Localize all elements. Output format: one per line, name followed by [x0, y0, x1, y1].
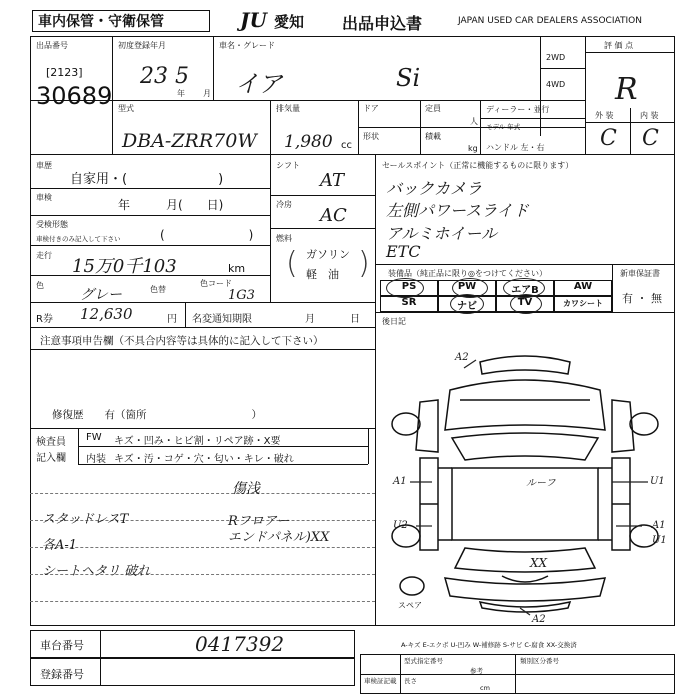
history-value: 自家用・( ) [70, 172, 224, 187]
recycle-value: 12,630 [80, 305, 133, 323]
equipment-aw: AW [554, 280, 612, 296]
accept-value: ( ) [160, 228, 254, 242]
equipment-pw: PW [438, 280, 496, 296]
circle-mark-tv [510, 294, 542, 314]
reg-month-unit: 月 [203, 89, 211, 98]
inspector-row2-items: キズ・汚・コゲ・穴・匂い・キレ・破れ [114, 454, 294, 465]
inspector-row1-kind: FW [86, 432, 102, 443]
equipment-navi: ナビ [438, 296, 496, 312]
ju-logo: JU [240, 8, 267, 32]
remark-5: Rフロアー [228, 514, 290, 529]
inspector-label: 検査員 [36, 437, 66, 448]
remark-6: エンドパネル)XX [228, 530, 330, 545]
ac-value: AC [320, 205, 347, 226]
equipment-sr: SR [380, 296, 438, 312]
storage-label: 車内保管・守衛保管 [38, 14, 164, 30]
model-year-label: モデル 年式 [486, 123, 521, 131]
first-registration-value: 23 5 [140, 64, 189, 89]
document-title: 出品申込書 [342, 14, 423, 33]
recycle-label: R券 [36, 314, 53, 325]
inspector-row1-items: キズ・凹み・ヒビ割・リペア跡・X要 [114, 436, 281, 447]
damage-mark-left-front: A1 [393, 476, 407, 487]
evaluation-label: 評 価 点 [604, 41, 634, 50]
inspection-label: 車検 [36, 193, 52, 202]
model-label: 型式 [118, 104, 134, 113]
exterior-label: 外 装 [595, 111, 614, 120]
equipment-label: 装備品（純正品に限り◎をつけてください） [388, 269, 547, 278]
chassis-number: 0417392 [195, 632, 285, 656]
sales-point-2: 左側パワースライド [386, 201, 529, 220]
equipment-leather-seat: カワシート [554, 296, 612, 312]
color-change-label: 色替 [150, 285, 166, 294]
sales-point-4: ETC [386, 242, 421, 261]
car-certificate-label: 車検証記載 [364, 677, 397, 685]
lot-number-label: 出品番号 [36, 41, 68, 50]
capacity-label: 定員 [425, 104, 441, 113]
accept-label: 受検形態 [36, 220, 68, 229]
fuel-gasoline: ガソリン [306, 248, 350, 261]
first-registration-label: 初度登録年月 [118, 41, 166, 50]
color-value: グレー [80, 287, 122, 303]
registration-notice-day: 日 [350, 314, 360, 325]
door-label: ドア [363, 104, 379, 113]
chassis-label: 車台番号 [40, 639, 84, 652]
class-number-label: 類別区分番号 [520, 657, 559, 665]
length-unit: cm [480, 684, 490, 692]
new-warranty-label: 新車保証書 [620, 269, 660, 278]
damage-mark-right-rear-1: A1 [652, 520, 666, 531]
lot-number-small: [2123] [46, 66, 83, 79]
car-name-value: イア [235, 70, 283, 98]
repair-history-label: 修復歴 有（箇所 ） [52, 409, 262, 421]
registration-notice-month: 月 [305, 314, 315, 325]
sales-point-3: アルミホイール [386, 224, 498, 243]
color-code-value: 1G3 [228, 288, 255, 303]
car-name-label: 車名・グレード [219, 41, 275, 50]
handle-label: ハンドル 左・右 [486, 143, 545, 152]
inspection-value: 年 月( 日) [118, 198, 224, 212]
model-value: DBA-ZRR70W [122, 130, 257, 152]
inspector-sub-label: 記入欄 [36, 453, 66, 464]
damage-mark-right-rear-2: U1 [652, 535, 667, 546]
length-label: 長さ [404, 677, 417, 685]
shift-label: シフト [276, 161, 300, 170]
load-label: 積載 [425, 132, 441, 141]
new-warranty-value: 有 ・ 無 [622, 292, 662, 305]
mileage-label: 走行 [36, 251, 52, 260]
inspector-row2-kind: 内装 [86, 454, 106, 465]
damage-mark-hatch: XX [530, 556, 548, 570]
circle-mark-navi [450, 294, 484, 314]
remark-3: 各A-1 [42, 538, 78, 553]
fuel-bracket-open: ( [286, 246, 298, 281]
displacement-label: 排気量 [276, 104, 300, 113]
shape-label: 形状 [363, 132, 379, 141]
remark-4: シートヘタリ 破れ [42, 564, 151, 579]
reference-label: 参考 [470, 667, 483, 675]
fuel-bracket-close: ) [358, 246, 370, 281]
dealer-label: ディーラー・並行 [486, 105, 550, 114]
damage-legend: A-キズ E-エクボ U-凹み W-補修跡 S-サビ C-腐食 XX-交換済 [401, 641, 577, 649]
equipment-ps: PS [380, 280, 438, 296]
car-diagram [380, 340, 670, 620]
designated-number-label: 型式指定番号 [404, 657, 443, 665]
history-label: 車歴 [36, 161, 52, 170]
grade-value: Si [396, 64, 421, 92]
remark-2: スタッドレスT [42, 512, 129, 527]
registration-number-label: 登録番号 [40, 668, 84, 681]
fuel-diesel: 軽 油 [306, 268, 339, 281]
displacement-value: 1,980 [284, 132, 333, 152]
color-code-label: 色コード [200, 279, 232, 288]
brand-name: 愛知 [274, 13, 305, 31]
sales-point-1: バックカメラ [386, 179, 483, 198]
equipment-airbag: エアB [496, 280, 554, 296]
diagram-title: 後日記 [382, 317, 406, 326]
shift-value: AT [320, 170, 345, 191]
accept-note: 車検付きのみ記入して下さい [36, 235, 121, 243]
reg-year-unit: 年 [177, 89, 185, 98]
load-unit: kg [468, 144, 478, 153]
drive-2wd: 2WD [546, 53, 566, 62]
equipment-tv: TV [496, 296, 554, 312]
mileage-value: 15万0千103 [72, 256, 177, 277]
interior-score: C [642, 126, 659, 151]
registration-notice-label: 名変通知期限 [192, 314, 252, 325]
association-name: JAPAN USED CAR DEALERS ASSOCIATION [458, 16, 642, 26]
interior-label: 内 装 [640, 111, 659, 120]
notes-label: 注意事項申告欄（不具合内容等は具体的に記入して下さい） [40, 335, 324, 347]
color-label: 色 [36, 281, 44, 290]
evaluation-score: R [615, 72, 638, 107]
damage-mark-left-rear: U2 [393, 520, 408, 531]
remark-1: 傷浅 [232, 481, 260, 497]
roof-label: ルーフ [526, 478, 556, 489]
capacity-unit: 人 [470, 117, 478, 126]
damage-mark-right-front: U1 [650, 476, 665, 487]
damage-mark-front: A2 [455, 352, 469, 363]
spare-label: スペア [398, 601, 422, 610]
circle-mark-ps [386, 278, 424, 298]
exterior-score: C [600, 126, 617, 151]
mileage-unit: km [228, 262, 246, 275]
damage-mark-rear-bumper: A2 [532, 614, 546, 625]
recycle-unit: 円 [167, 314, 177, 325]
lot-number: 30689 [36, 82, 113, 110]
drive-4wd: 4WD [546, 80, 566, 89]
fuel-label: 燃料 [276, 234, 292, 243]
displacement-unit: cc [341, 140, 352, 151]
ac-label: 冷房 [276, 200, 292, 209]
sales-point-label: セールスポイント（正常に機能するものに限ります） [382, 161, 574, 170]
